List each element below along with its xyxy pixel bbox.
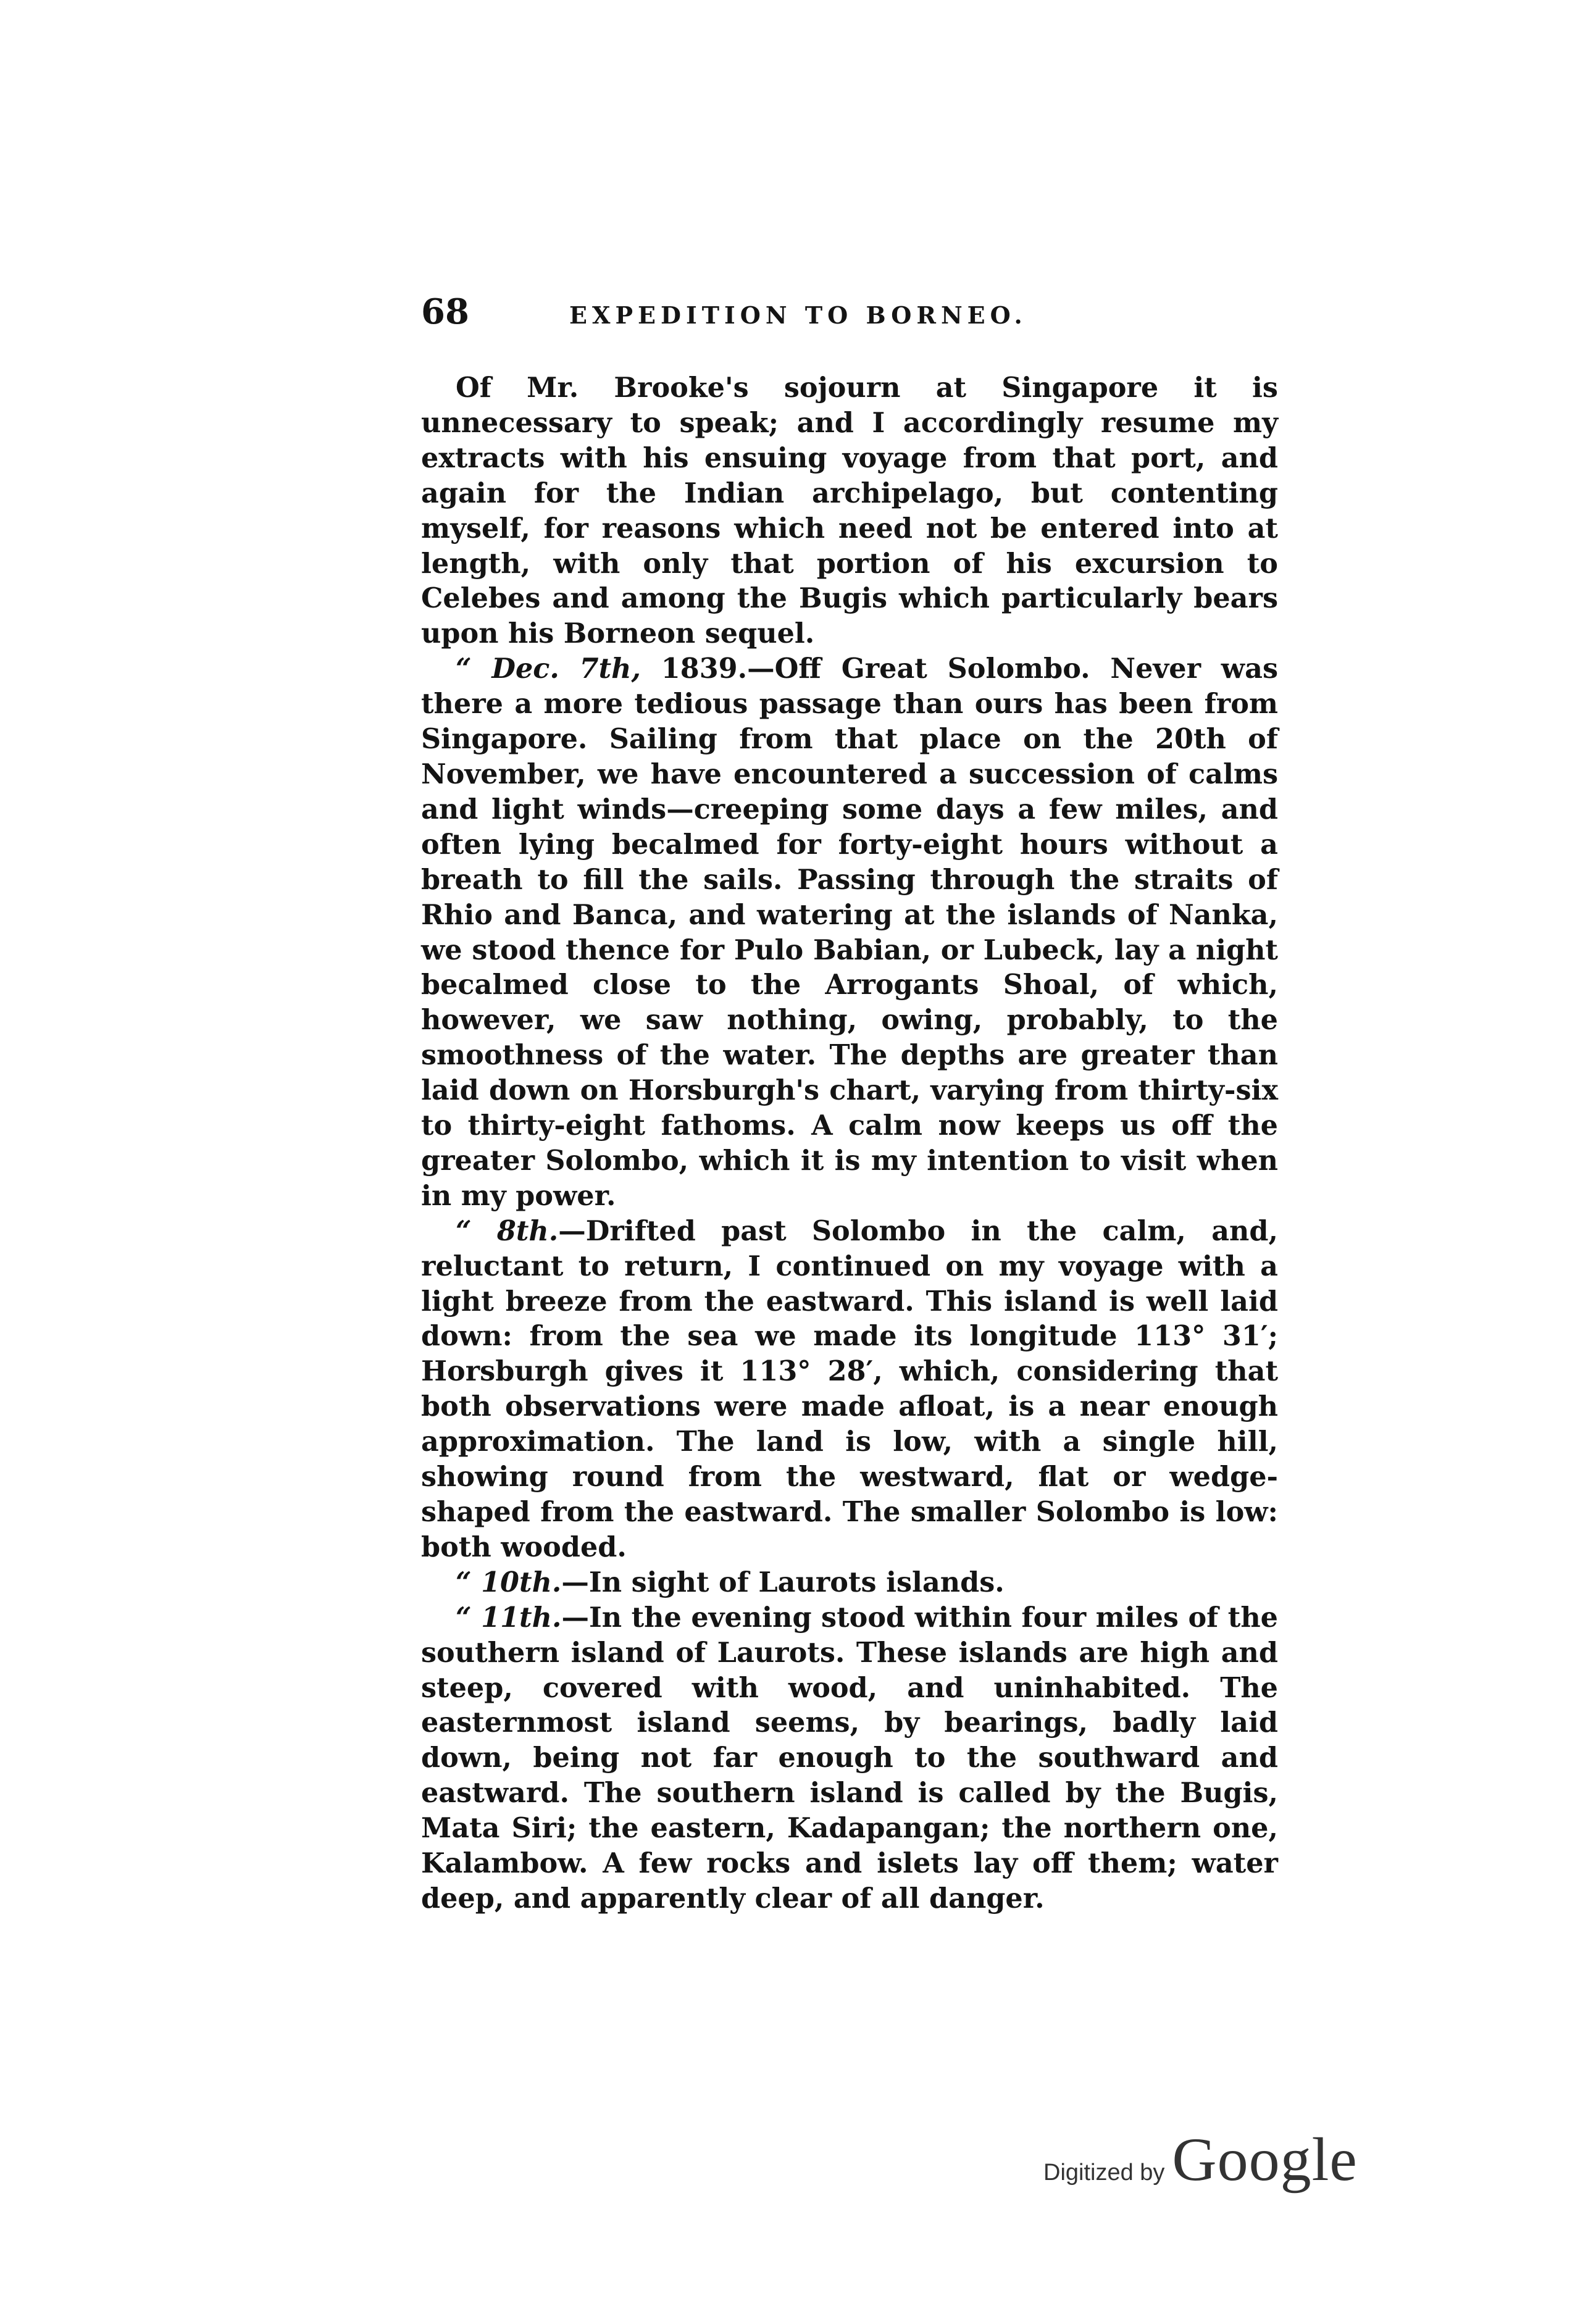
paragraph bbox=[421, 651, 1278, 1214]
google-logo: Google bbox=[1172, 2125, 1358, 2194]
paragraph bbox=[421, 370, 1278, 651]
paragraph-lead: “ 8th. bbox=[456, 1214, 559, 1247]
digitized-by-label: Digitized by bbox=[1043, 2160, 1165, 2186]
paragraph bbox=[421, 1600, 1278, 1916]
paragraph-text: 1839.—Off Great Solombo. Never was there a more tedious passage than ours has been from Singapore. Sailing from that place on the 20th of November, we have encountered a succession of calms and light winds—creeping some days a few miles, and often lying becalmed for forty-eight hours without a breath to fill the sails. Passing through the straits of Rhio and Banca, and watering at the islands of Nanka, we stood thence for Pulo Babian, or Lubeck, lay a night becalmed close to the Arrogants Shoal, of which, however, we saw nothing, owing, probably, to the smoothness of the water. The depths are greater than laid down on Horsburgh's chart, varying from thirty-six to thirty-eight fathoms. A calm now keeps us off the greater Solombo, which it is my intention to visit when in my power. bbox=[421, 653, 1278, 1212]
page-number: 68 bbox=[421, 291, 469, 332]
running-head: EXPEDITION TO BORNEO. bbox=[569, 301, 1027, 329]
page-header bbox=[421, 291, 1069, 341]
paragraph-text: Of Mr. Brooke's sojourn at Singapore it is unnecessary to speak; and I accordingly resume my extracts with his ensuing voyage from that port, and again for the Indian archipelago, but contenting myself, for reasons which need not be entered into at length, with only that portion of his excursion to Celebes and among the Bugis which particularly bears upon his Borneon sequel. bbox=[421, 372, 1278, 650]
body-text bbox=[421, 370, 1278, 1916]
digitized-watermark bbox=[1043, 2124, 1389, 2198]
paragraph bbox=[421, 1214, 1278, 1565]
paragraph-lead: “ Dec. 7th, bbox=[456, 653, 641, 685]
paragraph-lead: “ 10th. bbox=[456, 1566, 562, 1598]
paragraph-text: —In the evening stood within four miles of the southern island of Laurots. These islands are high and steep, covered with wood, and uninhabited. The easternmost island seems, by bearings, badly laid down, being not far enough to the southward and eastward. The southern island is called by the Bugis, Mata Siri; the eastern, Kadapangan; the northern one, Kalambow. A few rocks and islets lay off them; water deep, and apparently clear of all danger. bbox=[421, 1601, 1278, 1915]
paragraph-text: —Drifted past Solombo in the calm, and, reluctant to return, I continued on my voyage with a light breeze from the eastward. This island is well laid down: from the sea we made its longitude 113° 31′; Horsburgh gives it 113° 28′, which, considering that both observations were made afloat, is a near enough approximation. The land is low, with a single hill, showing round from the westward, flat or wedge-shaped from the eastward. The smaller Solombo is low: both wooded. bbox=[421, 1214, 1279, 1563]
paragraph bbox=[421, 1565, 1278, 1600]
paragraph-text: —In sight of Laurots islands. bbox=[561, 1566, 1005, 1598]
paragraph-lead: “ 11th. bbox=[456, 1601, 562, 1634]
